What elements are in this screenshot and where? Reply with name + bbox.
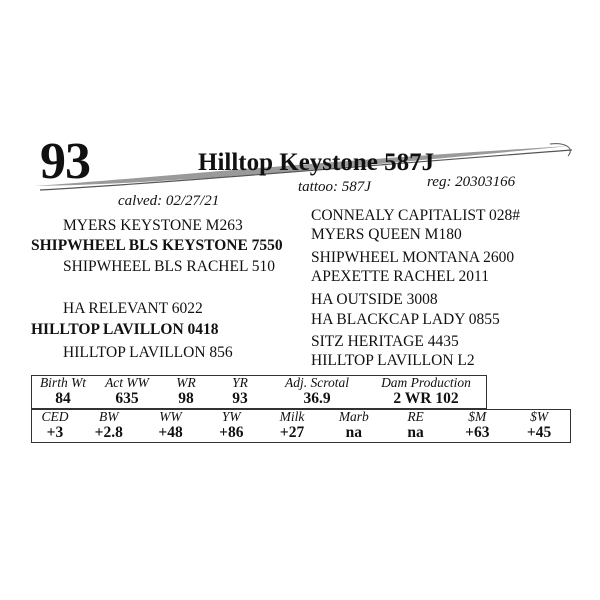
animal-name: Hilltop Keystone 587J bbox=[198, 149, 435, 176]
header-marb: Marb bbox=[338, 409, 369, 425]
value-milk: +27 bbox=[279, 424, 305, 442]
sire-dam: SHIPWHEEL BLS RACHEL 510 bbox=[63, 258, 275, 275]
dam-sire: HA RELEVANT 6022 bbox=[63, 300, 203, 317]
header-dam-production: Dam Production bbox=[381, 375, 471, 391]
header-yw: YW bbox=[221, 409, 241, 425]
header-re: RE bbox=[407, 409, 424, 425]
dam-sire-sire: HA OUTSIDE 3008 bbox=[311, 291, 438, 308]
sire: SHIPWHEEL BLS KEYSTONE 7550 bbox=[31, 237, 283, 254]
dam-dam: HILLTOP LAVILLON 856 bbox=[63, 344, 233, 361]
lot-number: 93 bbox=[40, 133, 90, 190]
value-marb: na bbox=[345, 424, 362, 442]
header-milk: Milk bbox=[279, 409, 305, 425]
value-birth-wt: 84 bbox=[55, 390, 71, 408]
value-re: na bbox=[407, 424, 424, 442]
sire-sire-sire: CONNEALY CAPITALIST 028# bbox=[311, 207, 521, 224]
header-dollar-w: $W bbox=[530, 409, 549, 425]
value-wr: 98 bbox=[178, 390, 194, 408]
header-wr: WR bbox=[176, 375, 196, 391]
value-dam-production: 2 WR 102 bbox=[393, 390, 459, 408]
sire-sire-dam: MYERS QUEEN M180 bbox=[311, 226, 462, 243]
value-yr: 93 bbox=[232, 390, 248, 408]
value-dollar-w: +45 bbox=[526, 424, 552, 442]
value-ww: +48 bbox=[158, 424, 183, 442]
value-yw: +86 bbox=[219, 424, 244, 442]
value-adj-scrotal: 36.9 bbox=[303, 390, 331, 408]
epd-table bbox=[31, 409, 571, 443]
header-dollar-m: $M bbox=[468, 409, 487, 425]
value-bw: +2.8 bbox=[94, 424, 123, 442]
dam-dam-dam: HILLTOP LAVILLON L2 bbox=[311, 352, 475, 369]
dam-sire-dam: HA BLACKCAP LADY 0855 bbox=[311, 311, 500, 328]
calved-date: calved: 02/27/21 bbox=[118, 193, 220, 209]
header-ced: CED bbox=[41, 409, 69, 425]
performance-table bbox=[31, 375, 487, 409]
sire-dam-sire: SHIPWHEEL MONTANA 2600 bbox=[311, 249, 515, 266]
value-ced: +3 bbox=[46, 424, 64, 442]
value-dollar-m: +63 bbox=[465, 424, 490, 442]
header-adj-scrotal: Adj. Scrotal bbox=[285, 375, 349, 391]
header-act-ww: Act WW bbox=[105, 375, 149, 391]
sire-dam-dam: APEXETTE RACHEL 2011 bbox=[311, 268, 489, 285]
header-ww: WW bbox=[159, 409, 182, 425]
sire-sire: MYERS KEYSTONE M263 bbox=[63, 217, 243, 234]
header-birth-wt: Birth Wt bbox=[39, 375, 87, 391]
dam: HILLTOP LAVILLON 0418 bbox=[31, 321, 219, 338]
registration-number: reg: 20303166 bbox=[427, 174, 516, 190]
header-yr: YR bbox=[232, 375, 248, 391]
header-bw: BW bbox=[99, 409, 119, 425]
value-act-ww: 635 bbox=[115, 390, 139, 408]
dam-dam-sire: SITZ HERITAGE 4435 bbox=[311, 333, 459, 350]
tattoo: tattoo: 587J bbox=[298, 179, 371, 195]
